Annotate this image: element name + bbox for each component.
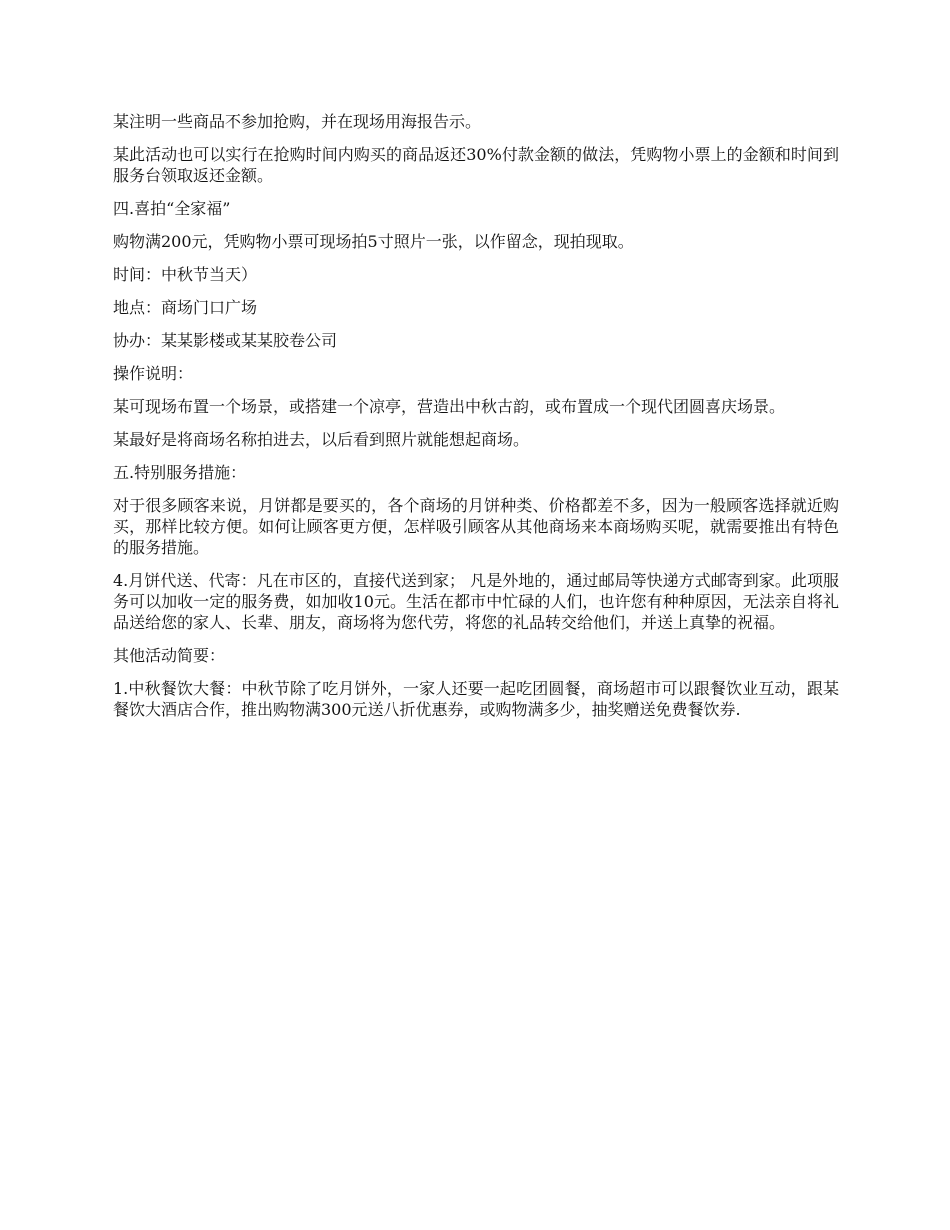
paragraph-photo-offer: 购物满200元，凭购物小票可现场拍5寸照片一张，以作留念，现拍现取。 xyxy=(113,232,634,251)
paragraph-cashback: 某此活动也可以实行在抢购时间内购买的商品返还30%付款金额的做法，凭购物小票上的金额和时间到服务台领取返还金额。 xyxy=(113,145,839,185)
section-heading-other-activities: 其他活动简要： xyxy=(113,646,226,665)
paragraph-exclusion-notice: 某注明一些商品不参加抢购，并在现场用海报告示。 xyxy=(113,112,482,131)
paragraph-services-intro: 对于很多顾客来说，月饼都是要买的，各个商场的月饼种类、价格都差不多，因为一般顾客选择就近购买，那样比较方便。如何让顾客更方便，怎样吸引顾客从其他商场来本商场购买呢，就需要推出有特色的服务措施。 xyxy=(113,496,839,557)
section-heading-family-photo: 四.喜拍“全家福” xyxy=(113,199,231,218)
paragraph-time: 时间：中秋节当天） xyxy=(113,265,258,284)
paragraph-delivery-service: 4.月饼代送、代寄：凡在市区的，直接代送到家； 凡是外地的，通过邮局等快递方式邮寄到家。此项服务可以加收一定的服务费，如加收10元。生活在都市中忙碌的人们，也许您有种种原因，无法亲自将礼品送给您的家人、长辈、朋友，商场将为您代劳，将您的礼品转交给他们，并送上真挚的祝福。 xyxy=(113,571,839,632)
paragraph-location: 地点：商场门口广场 xyxy=(113,298,258,317)
document-body xyxy=(113,111,839,732)
paragraph-dining-promotion: 1.中秋餐饮大餐：中秋节除了吃月饼外，一家人还要一起吃团圆餐，商场超市可以跟餐饮业互动，跟某餐饮大酒店合作，推出购物满300元送八折优惠券，或购物满多少，抽奖赠送免费餐饮券. xyxy=(113,679,839,719)
paragraph-instructions-label: 操作说明： xyxy=(113,364,194,383)
paragraph-store-name-tip: 某最好是将商场名称拍进去，以后看到照片就能想起商场。 xyxy=(113,430,530,449)
section-heading-special-services: 五.特别服务措施： xyxy=(113,463,247,482)
paragraph-scene-setup: 某可现场布置一个场景，或搭建一个凉亭，营造出中秋古韵，或布置成一个现代团圆喜庆场景。 xyxy=(113,397,786,416)
paragraph-co-organizer: 协办：某某影楼或某某胶卷公司 xyxy=(113,331,338,350)
